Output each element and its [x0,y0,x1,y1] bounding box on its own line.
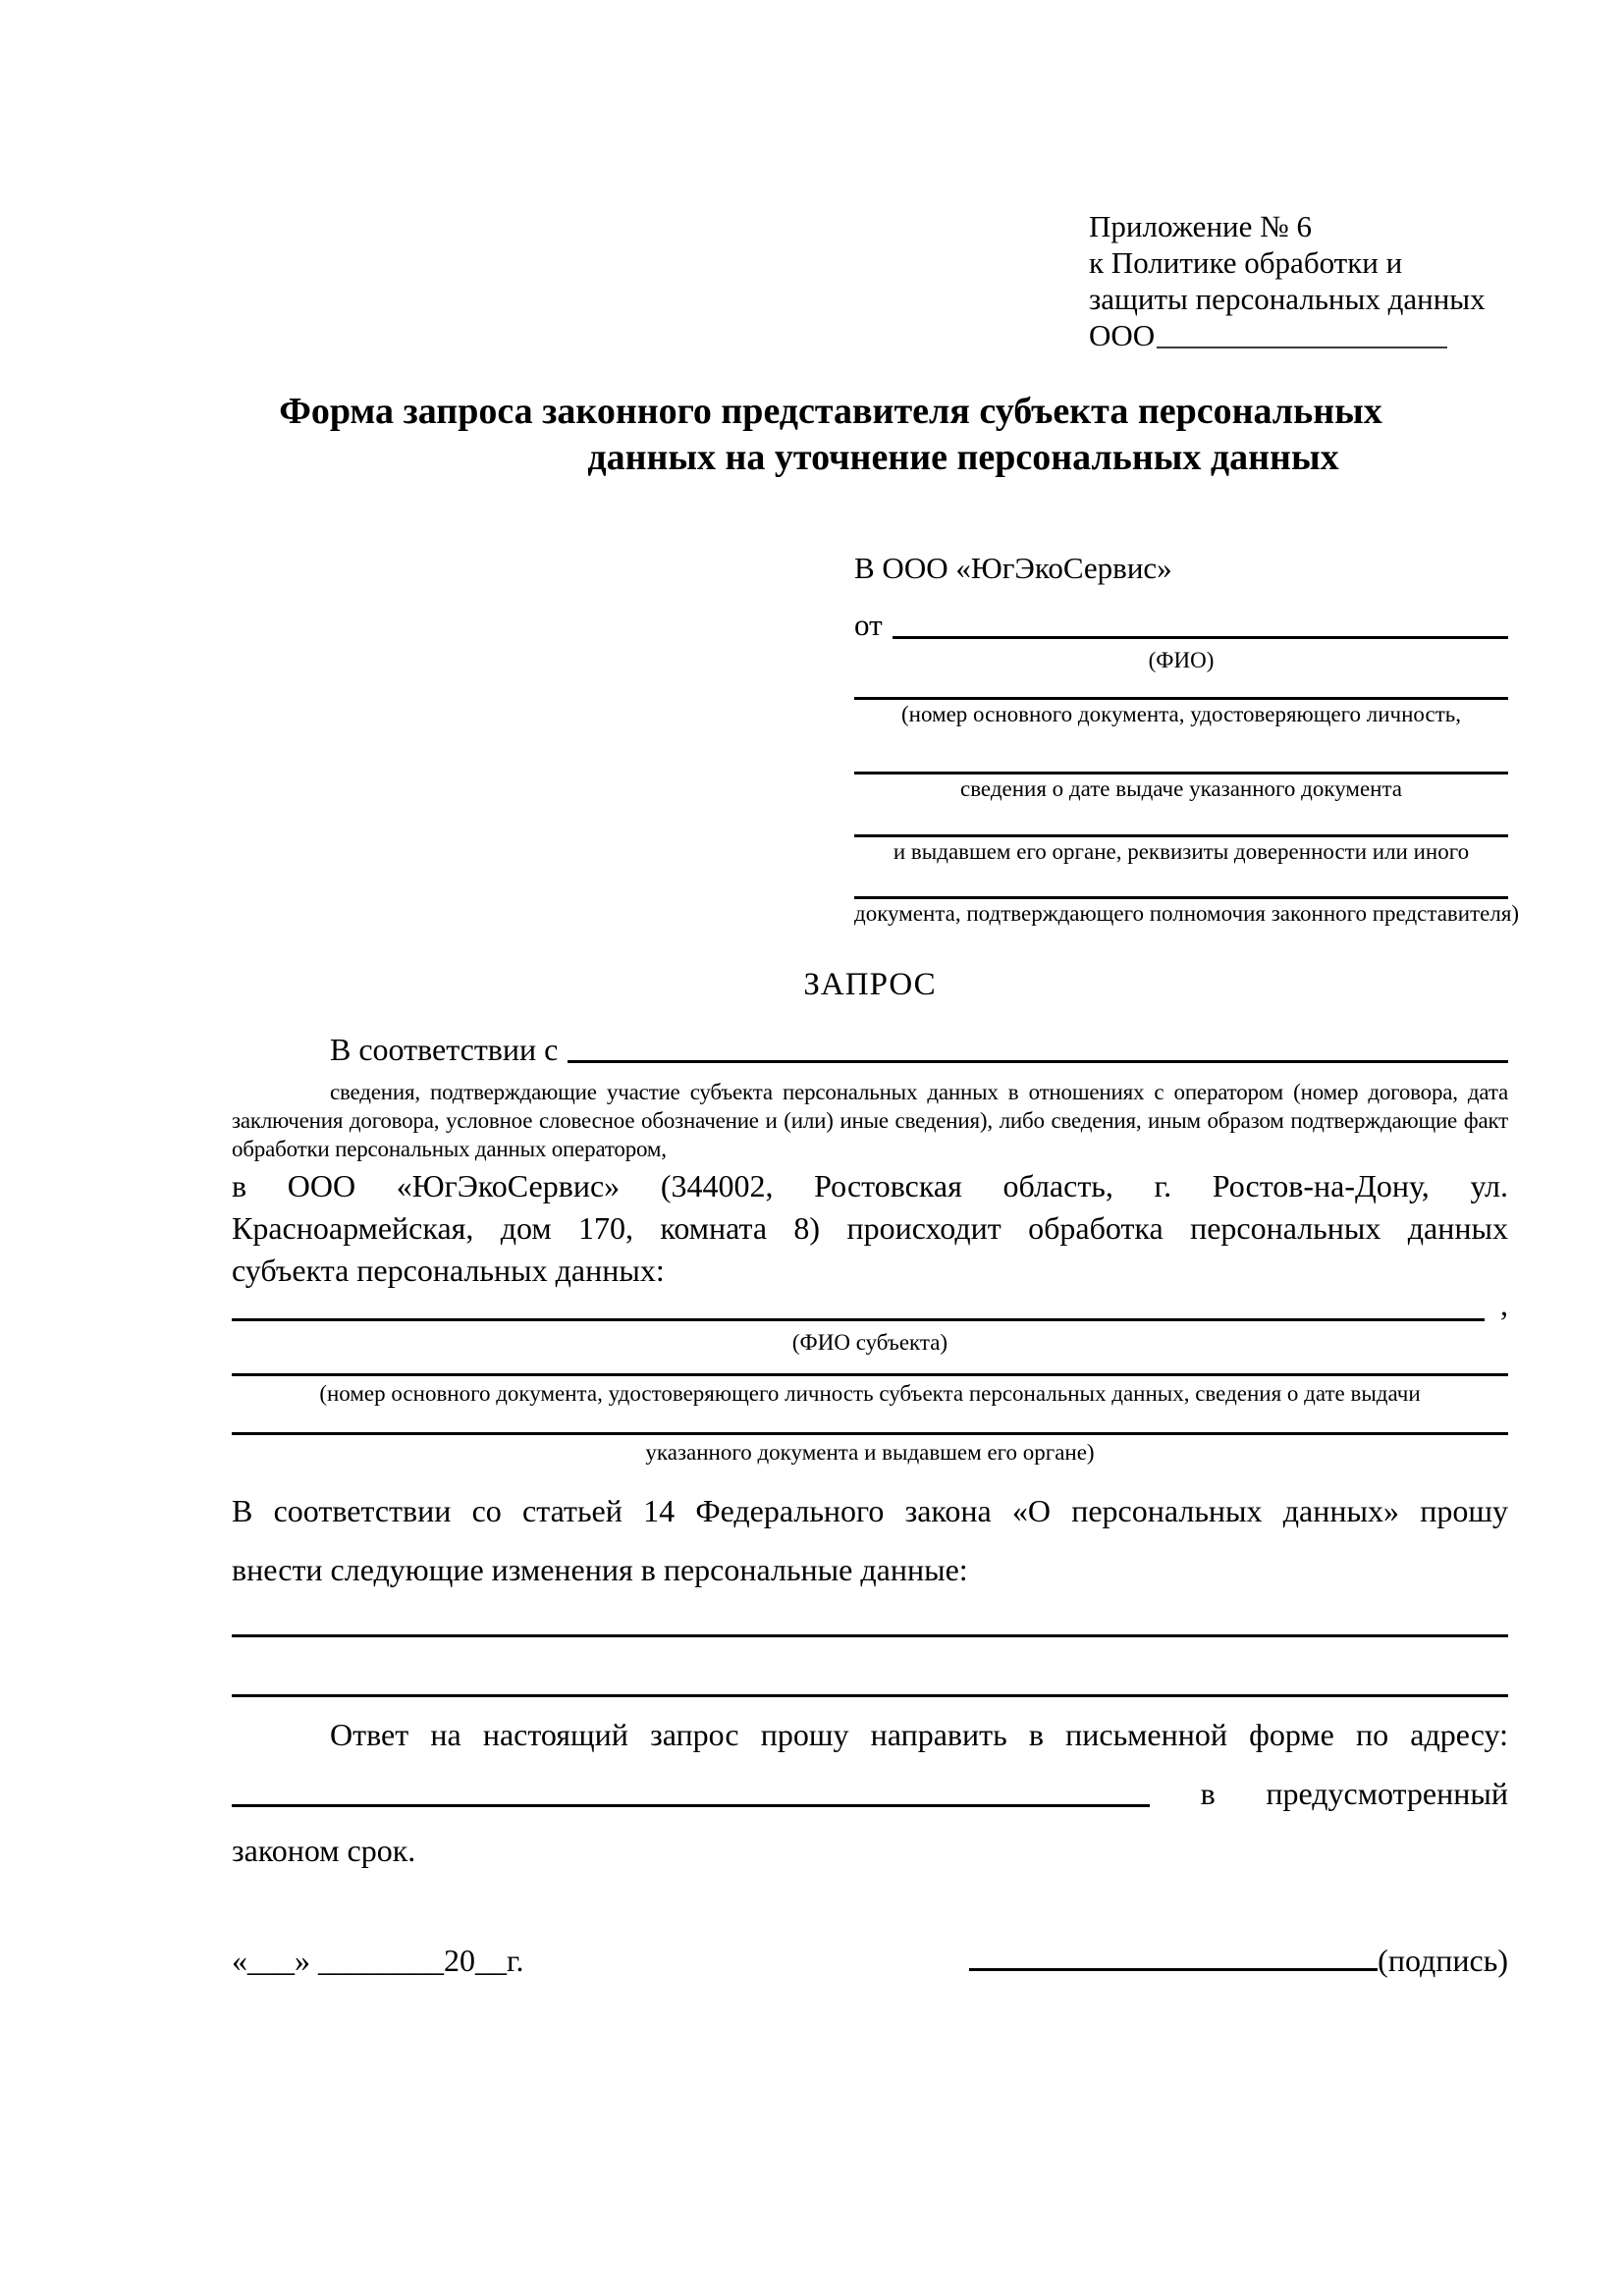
document-content [232,0,1520,1980]
document-title-line2: данных на уточнение персональных данных [587,437,1339,478]
from-row [854,605,1508,646]
addressee-company: В ООО «ЮгЭкоСервис» [854,551,1172,585]
company-name-row [1089,317,1508,353]
reply-word-v: в [1200,1776,1216,1811]
blank-field-subject-doc [232,1373,1508,1376]
from-label: от [854,608,883,642]
appendix-policy-line1: к Политике обработки и [1089,245,1403,280]
request-heading: ЗАПРОС [803,967,937,1002]
blank-field-subject-name [232,1318,1485,1321]
basis-footnote-line1: сведения, подтверждающие участие субъекта персональных данных в отношениях с оператором (номер договора, дата [330,1080,1508,1104]
fio-caption: (ФИО) [1148,648,1215,672]
article-paragraph-line2: внести следующие изменения в персональные данные: [232,1552,968,1587]
reply-paragraph-line3: законом срок. [232,1833,416,1868]
subject-doc-caption2: указанного документа и выдавшем его органе) [645,1440,1095,1465]
blank-field-representative-name [893,636,1508,639]
authority-doc-caption: документа, подтверждающего полномочия законного представителя) [854,901,1520,926]
doc-issuer-caption: и выдавшем его органе, реквизиты доверенности или иного [893,839,1470,864]
article-paragraph-line1: В соответствии со статьей 14 Федерального закона «О персональных данных» прошу [232,1493,1508,1528]
document-title-line1: Форма запроса законного представителя субъекта персональных [279,391,1382,432]
reply-paragraph-line1: Ответ на настоящий запрос прошу направить в письменной форме по адресу: [330,1717,1508,1752]
blank-field-basis [568,1060,1508,1063]
subject-fio-caption: (ФИО субъекта) [791,1330,948,1355]
operator-paragraph-line2: Красноармейская, дом 170, комната 8) происходит обработка персональных данных [232,1210,1508,1246]
appendix-policy-line2: защиты персональных данных [1089,282,1486,316]
article-paragraph [232,1481,1508,1599]
blank-field-changes-line1 [232,1634,1508,1637]
subject-name-row [232,1287,1508,1325]
doc-date-caption: сведения о дате выдаче указанного документа [959,776,1403,801]
date-field: «___» ________20__г. [232,1943,524,1978]
document-title [232,389,1508,481]
blank-field-changes-line2 [232,1694,1508,1697]
subject-doc-caption1: (номер основного документа, удостоверяющего личность субъекта персональных данных, сведения о дате выдачи [319,1381,1421,1406]
operator-paragraph-line3: субъекта персональных данных: [232,1253,665,1288]
accordance-row [232,1029,1508,1070]
blank-field-company-name [1157,347,1447,348]
accordance-lead: В соответствии с [330,1032,559,1067]
operator-paragraph [232,1165,1508,1292]
company-ooo-label: ООО [1089,318,1156,352]
basis-footnote [232,1078,1508,1163]
reply-address-row [232,1772,1508,1815]
addressee-block [854,550,1520,929]
blank-field-reply-address [232,1804,1150,1807]
signature-caption: (подпись) [1378,1943,1508,1978]
reply-paragraph [232,1705,1508,1880]
basis-footnote-line3: обработки персональных данных оператором, [232,1137,667,1161]
doc-number-caption: (номер основного документа, удостоверяющего личность, [900,702,1461,726]
operator-paragraph-line1: в ООО «ЮгЭкоСервис» (344002, Ростовская область, г. Ростов-на-Дону, ул. [232,1168,1508,1203]
appendix-header [1089,208,1508,353]
blank-field-subject-doc2 [232,1432,1508,1435]
subject-name-comma: , [1500,1287,1508,1322]
basis-footnote-line2: заключения договора, условное словесное обозначение и (или) иные сведения), либо сведения, иным образом подтверждающие факт [232,1108,1508,1133]
appendix-number: Приложение № 6 [1089,209,1312,243]
signature-field [969,1941,1508,1980]
reply-word-term: предусмотренный [1266,1776,1508,1811]
blank-field-signature [969,1968,1378,1971]
signature-row [232,1941,1508,1980]
